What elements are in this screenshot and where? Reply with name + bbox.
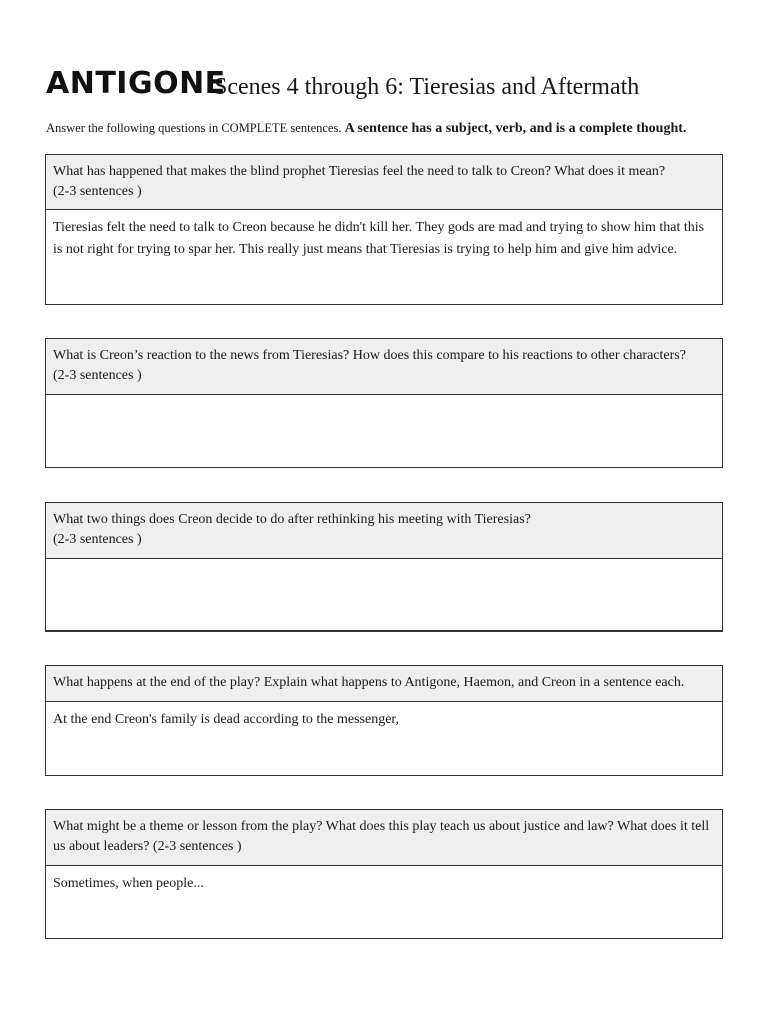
question-prompt-2 [46,339,722,395]
worksheet-title: ANTIGONE [46,66,226,101]
question-prompt-1 [46,155,722,210]
answer-field-3[interactable] [46,559,722,573]
question-block-3 [45,502,723,632]
question-3-length-hint: (2-3 sentences ) [53,532,142,547]
answer-field-4[interactable]: At the end Creon's family is dead according to the messenger, [53,712,400,727]
question-block-2 [45,338,723,468]
worksheet-subtitle: Scenes 4 through 6: Tieresias and Aftermath [214,74,640,100]
instructions-text: Answer the following questions in COMPLETE sentences. [46,121,342,135]
question-1-length-hint: (2-3 sentences ) [53,184,142,199]
question-2-length-hint: (2-3 sentences ) [53,368,142,383]
question-block-4 [45,665,723,776]
question-4-text: What happens at the end of the play? Explain what happens to Antigone, Haemon, and Creon in a sentence each. [53,675,685,690]
question-5-text: What might be a theme or lesson from the play? What does this play teach us about justice and law? What does it tell us about leaders? (2-3 sentences ) [53,819,710,854]
instructions [46,120,736,137]
question-prompt-5 [46,810,722,866]
answer-field-1[interactable]: Tieresias felt the need to talk to Creon because he didn't kill her. They gods are mad and trying to show him that this is not right for trying to spar her. This really just means that Tieresias is trying to help him and give him advice. [53,220,705,257]
question-prompt-4 [46,666,722,702]
question-3-text: What two things does Creon decide to do after rethinking his meeting with Tieresias? [53,512,531,527]
question-block-5 [45,809,723,939]
question-block-1 [45,154,723,305]
answer-field-2[interactable] [46,395,722,409]
answer-field-5[interactable]: Sometimes, when people... [53,876,204,891]
instructions-bold-text: A sentence has a subject, verb, and is a complete thought. [344,121,687,136]
question-2-text: What is Creon’s reaction to the news from Tieresias? How does this compare to his reactions to other characters? [53,348,686,363]
question-prompt-3 [46,503,722,559]
question-1-text: What has happened that makes the blind prophet Tieresias feel the need to talk to Creon? What does it mean? [53,164,666,179]
worksheet-header [46,66,736,106]
